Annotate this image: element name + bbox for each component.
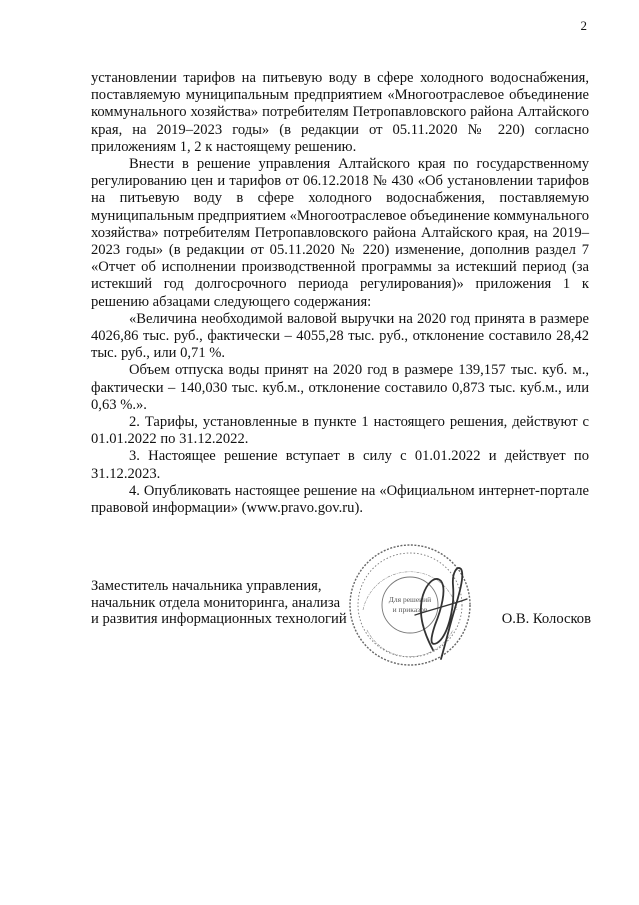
document-body (91, 70, 589, 517)
paragraph-item-3: 3. Настоящее решение вступает в силу с 01.01.2022 и действует по 31.12.2023. (91, 448, 589, 482)
signature-block (91, 578, 591, 668)
paragraph-revenue: «Величина необходимой валовой выручки на 2020 год принята в размере 4026,86 тыс. руб., фактически – 4055,28 тыс. руб., отклонение составило 28,42 тыс. руб., или 0,71 %. (91, 310, 589, 362)
paragraph-amendment: Внести в решение управления Алтайского края по государственному регулированию цен и тарифов от 06.12.2018 № 430 «Об установлении тарифов на питьевую воду в сфере холодного водоснабжения, поставляемую муниципальным предприятием «Многоотраслевое объединение коммунального хозяйства» потребителям Петропавловского района Алтайского края, на 2019–2023 годы» (в редакции от 05.11.2020 № 220) изменение, дополнив раздел 7 «Отчет об исполнении производственной программы за истекший период (за истекший год долгосрочного периода регулирования)» приложения 1 к решению абзацами следующего содержания: (91, 156, 589, 310)
page-number: 2 (580, 18, 587, 33)
signatory-name: О.В. Колосков (501, 611, 591, 627)
handwritten-signature (392, 555, 475, 665)
stamp-inner-text-2: и приказов (392, 605, 428, 614)
paragraph-continuation: установлении тарифов на питьевую воду в сфере холодного водоснабжения, поставляемую муниципальным предприятием «Многоотраслевое объединение коммунального хозяйства» потребителям Петропавловского района Алтайского края, на 2019–2023 годы» (в редакции от 05.11.2020 № 220) согласно приложениям 1, 2 к настоящему решению. (91, 70, 589, 155)
position-line-2: начальник отдела мониторинга, анализа (91, 594, 341, 611)
position-line-1: Заместитель начальника управления, (91, 578, 322, 594)
paragraph-item-4: 4. Опубликовать настоящее решение на «Официальном интернет-портале правовой информации» (www.pravo.gov.ru). (91, 482, 589, 517)
position-line-3: и развития информационных технологий (91, 611, 347, 627)
stamp-inner-text: Для решений (388, 595, 432, 604)
paragraph-water-volume: Объем отпуска воды принят на 2020 год в размере 139,157 тыс. куб. м., фактически – 140,030 тыс. куб.м., отклонение составило 0,873 тыс. куб.м., или 0,63 %.». (91, 362, 589, 413)
paragraph-item-2: 2. Тарифы, установленные в пункте 1 настоящего решения, действуют с 01.01.2022 по 31.12.2022. (91, 414, 589, 448)
